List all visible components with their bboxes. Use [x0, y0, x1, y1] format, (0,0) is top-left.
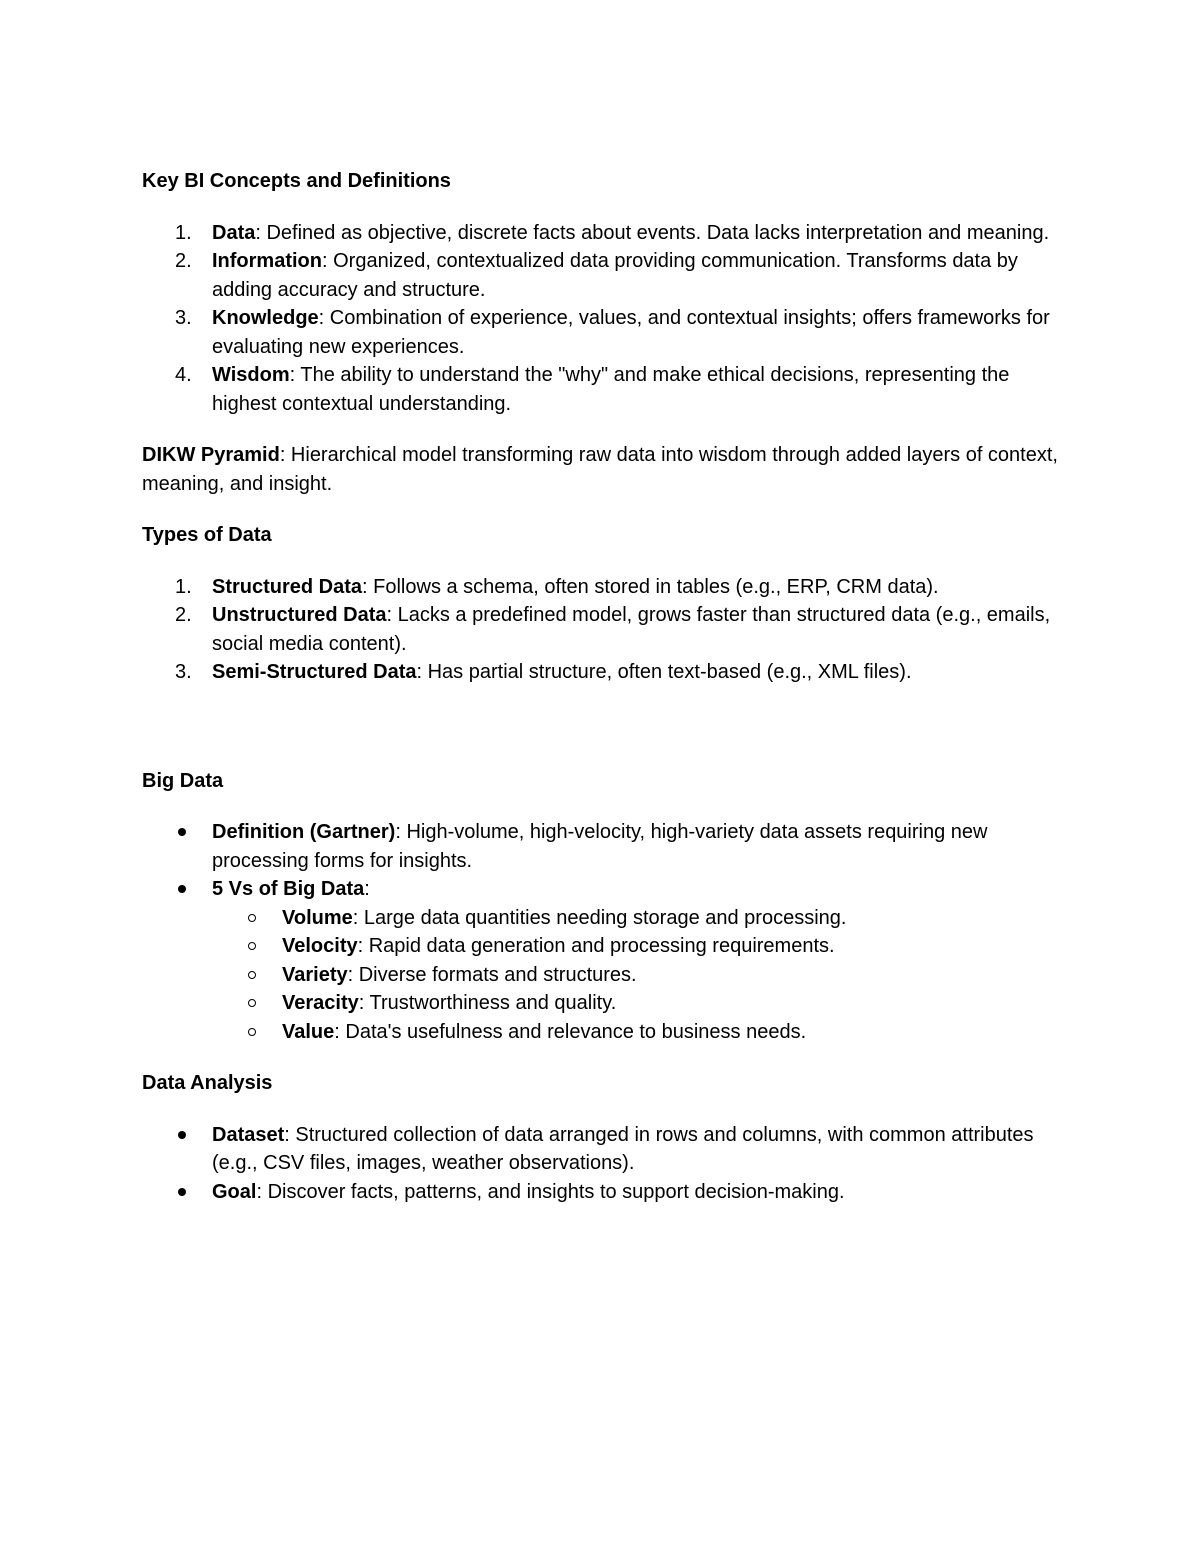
- term: Semi-Structured Data: [212, 661, 417, 683]
- term: Velocity: [282, 935, 358, 957]
- list-item-information: [142, 247, 1062, 304]
- term: 5 Vs of Big Data: [212, 878, 365, 900]
- definition-text: : Combination of experience, values, and contextual insights; offers frameworks for evaluating new experiences.: [212, 307, 1050, 358]
- list-number: 2.: [175, 604, 192, 626]
- definition-text: : Rapid data generation and processing requirements.: [357, 935, 835, 957]
- term: Value: [282, 1020, 335, 1043]
- definition-text: : Has partial structure, often text-based (e.g., XML files).: [416, 661, 912, 683]
- list-item-wisdom: [142, 361, 1062, 418]
- heading-big-data: Big Data: [142, 769, 224, 792]
- list-number: 1.: [175, 575, 192, 598]
- sublist-item-volume: [142, 904, 1062, 933]
- dikw-paragraph: [142, 441, 1062, 498]
- circle-bullet-icon: [248, 914, 256, 922]
- term: DIKW Pyramid: [142, 444, 280, 466]
- bullet-icon: [178, 885, 186, 893]
- list-number: 3.: [175, 661, 192, 683]
- definition-text: :: [364, 878, 370, 900]
- list-item-semi-structured: [142, 658, 1062, 687]
- list-item-knowledge: [142, 304, 1062, 361]
- term: Goal: [212, 1180, 257, 1203]
- circle-bullet-icon: [248, 971, 256, 979]
- definition-text: : Discover facts, patterns, and insights to support decision-making.: [256, 1180, 845, 1203]
- term: Dataset: [212, 1123, 285, 1146]
- list-item-structured: [142, 573, 1062, 602]
- heading-key-bi-concepts: Key BI Concepts and Definitions: [142, 170, 451, 192]
- bullet-icon: [178, 1188, 186, 1196]
- definition-text: : Organized, contextualized data providing communication. Transforms data by adding accuracy and structure.: [212, 250, 1018, 301]
- term: Wisdom: [212, 364, 290, 386]
- list-types-of-data: [142, 573, 1062, 687]
- definition-text: : Lacks a predefined model, grows faster than structured data (e.g., emails, social media content).: [212, 604, 1051, 655]
- heading-types-of-data: Types of Data: [142, 524, 272, 546]
- definition-text: : Trustworthiness and quality.: [358, 992, 617, 1014]
- bullet-icon: [178, 1131, 186, 1139]
- heading-data-analysis: Data Analysis: [142, 1072, 273, 1094]
- sublist-item-value: [142, 1018, 1062, 1047]
- list-number: 4.: [175, 364, 192, 386]
- list-item-unstructured: [142, 601, 1062, 658]
- definition-text: : Structured collection of data arranged in rows and columns, with common attributes (e.g., CSV files, images, weather observations).: [212, 1123, 1034, 1174]
- list-data-analysis: [142, 1121, 1062, 1207]
- term: Variety: [282, 963, 348, 986]
- list-number: 1.: [175, 221, 192, 244]
- sublist-item-variety: [142, 961, 1062, 990]
- circle-bullet-icon: [248, 999, 256, 1007]
- term: Unstructured Data: [212, 604, 387, 626]
- definition-text: : Follows a schema, often stored in tables (e.g., ERP, CRM data).: [362, 575, 939, 598]
- circle-bullet-icon: [248, 942, 256, 950]
- term: Knowledge: [212, 307, 319, 329]
- term: Veracity: [282, 992, 359, 1014]
- list-big-data: [142, 818, 1062, 904]
- document-page: [142, 167, 1062, 1206]
- term: Definition (Gartner): [212, 821, 396, 843]
- list-item-dataset: [142, 1121, 1062, 1178]
- list-number: 3.: [175, 307, 192, 329]
- bullet-icon: [178, 828, 186, 836]
- term: Data: [212, 221, 256, 244]
- definition-text: : Diverse formats and structures.: [347, 963, 637, 986]
- term: Volume: [282, 906, 353, 929]
- definition-text: : The ability to understand the "why" and make ethical decisions, representing the highest contextual understanding.: [212, 364, 1010, 415]
- term: Information: [212, 250, 322, 272]
- list-item-data: [142, 219, 1062, 248]
- definition-text: : Hierarchical model transforming raw data into wisdom through added layers of context, meaning, and insight.: [142, 444, 1058, 495]
- circle-bullet-icon: [248, 1028, 256, 1036]
- sublist-5vs: [142, 904, 1062, 1047]
- list-key-concepts: [142, 219, 1062, 419]
- definition-text: : Data's usefulness and relevance to business needs.: [334, 1020, 807, 1043]
- definition-text: : Defined as objective, discrete facts about events. Data lacks interpretation and meaning.: [255, 221, 1050, 244]
- list-item-goal: [142, 1178, 1062, 1207]
- list-item-5vs: [142, 875, 1062, 904]
- term: Structured Data: [212, 575, 363, 598]
- definition-text: : Large data quantities needing storage and processing.: [352, 906, 847, 929]
- definition-text: : High-volume, high-velocity, high-variety data assets requiring new processing forms for insights.: [212, 821, 988, 872]
- list-number: 2.: [175, 250, 192, 272]
- list-item-definition: [142, 818, 1062, 875]
- sublist-item-veracity: [142, 989, 1062, 1018]
- sublist-item-velocity: [142, 932, 1062, 961]
